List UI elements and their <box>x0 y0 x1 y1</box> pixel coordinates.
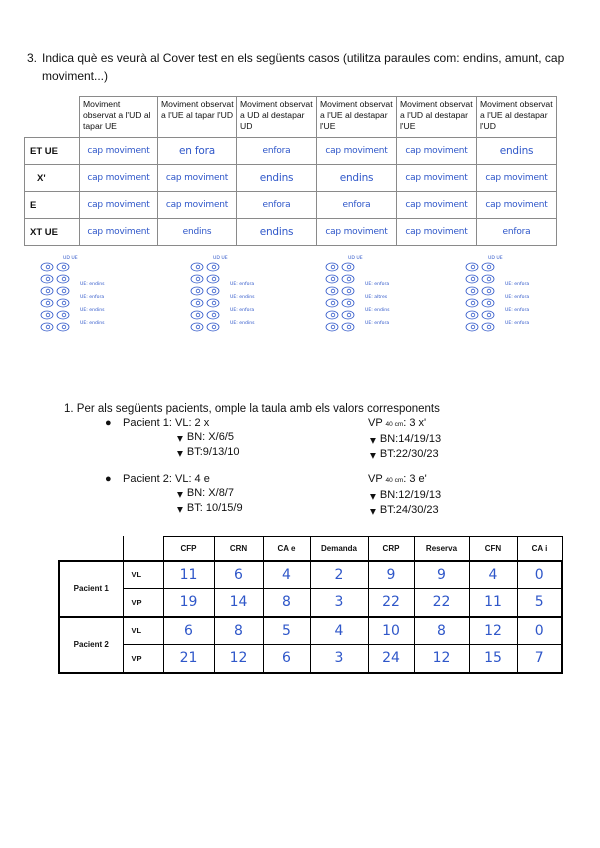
answer-cell: cap moviment <box>317 219 397 246</box>
sketch-label: UD UE <box>348 256 363 261</box>
corner-cell <box>25 97 80 138</box>
value-cell: 4 <box>310 617 368 645</box>
value-cell: 6 <box>214 561 263 589</box>
column-header: CA i <box>517 537 562 561</box>
eye-sketch-pupil <box>471 265 475 269</box>
answer-cell: cap moviment <box>80 138 158 165</box>
eye-sketch-pupil <box>487 313 491 317</box>
eye-sketch-outline <box>191 263 203 271</box>
values-header-row <box>59 537 562 561</box>
patient-2-near <box>368 472 441 518</box>
eye-sketch-outline <box>326 323 338 331</box>
row-label: VP <box>123 645 163 673</box>
sketch-note: UE: enfora <box>230 282 255 287</box>
column-header: Reserva <box>414 537 469 561</box>
answer-cell: endins <box>477 138 557 165</box>
sketch-note: UE: enfora <box>80 295 105 300</box>
eye-sketch-outline <box>482 323 494 331</box>
sketch-note: UE: enfora <box>230 308 255 313</box>
column-header: Moviment observat a l'UE al destapar l'UE <box>317 97 397 138</box>
sketch-note: UE: enfora <box>505 321 530 326</box>
question-number: 1. <box>64 403 74 415</box>
eye-sketch-outline <box>57 311 69 319</box>
eye-sketch-outline <box>466 275 478 283</box>
eye-sketch-outline <box>191 323 203 331</box>
answer-cell: endins <box>317 165 397 192</box>
eye-sketch-pupil <box>487 289 491 293</box>
blank-header <box>123 537 163 561</box>
table-row <box>59 617 562 645</box>
value-cell: 19 <box>163 589 214 617</box>
bn-value: BN:14/19/13 <box>379 433 442 445</box>
eye-sketch-outline <box>41 287 53 295</box>
bt-value: BT: 10/15/9 <box>186 502 243 514</box>
value-cell: 12 <box>214 645 263 673</box>
eye-sketch-pupil <box>196 265 200 269</box>
eye-sketch-outline <box>342 263 354 271</box>
sketch-note: UE: enfora <box>365 282 390 287</box>
eye-sketch-outline <box>342 323 354 331</box>
eye-sketch-outline <box>482 263 494 271</box>
column-header: Moviment observat a l'UD al destapar l'UE <box>397 97 477 138</box>
eye-sketch-pupil <box>62 289 66 293</box>
eye-sketch-outline <box>41 323 53 331</box>
eye-sketch-outline <box>57 275 69 283</box>
patient-1-near <box>368 416 441 462</box>
eye-sketch-outline <box>326 263 338 271</box>
eye-sketch-pupil <box>471 277 475 281</box>
answer-cell: cap moviment <box>80 165 158 192</box>
column-header: Moviment observat a UD al destapar UD <box>237 97 317 138</box>
column-header: CRN <box>214 537 263 561</box>
eye-sketch-pupil <box>62 325 66 329</box>
eye-sketch-pupil <box>196 325 200 329</box>
eye-sketch-outline <box>207 275 219 283</box>
eye-sketch-pupil <box>62 277 66 281</box>
bn-value: BN:12/19/13 <box>379 489 442 501</box>
column-header: Moviment observat a l'UD al tapar UE <box>80 97 158 138</box>
value-cell: 5 <box>263 617 310 645</box>
row-label: VL <box>123 561 163 589</box>
value-cell: 11 <box>163 561 214 589</box>
eye-sketch-pupil <box>487 325 491 329</box>
eye-sketch-outline <box>342 311 354 319</box>
value-cell: 8 <box>214 617 263 645</box>
eye-sketch-pupil <box>487 301 491 305</box>
bt-value: BT:22/30/23 <box>379 448 439 460</box>
value-cell: 0 <box>517 561 562 589</box>
eye-sketch-pupil <box>331 265 335 269</box>
answer-cell: enfora <box>237 138 317 165</box>
vp-value: : 3 e' <box>403 473 427 485</box>
eye-sketch-outline <box>191 311 203 319</box>
patient-name: Pacient 2: <box>123 473 172 485</box>
answer-cell: cap moviment <box>397 138 477 165</box>
eye-sketch-pupil <box>212 313 216 317</box>
eye-sketch-pupil <box>347 301 351 305</box>
question-1 <box>64 402 440 417</box>
eye-sketch-outline <box>326 275 338 283</box>
value-cell: 2 <box>310 561 368 589</box>
eye-sketch-pupil <box>347 277 351 281</box>
eye-sketch-pupil <box>347 289 351 293</box>
nabla-icon: ▲ <box>368 506 378 517</box>
value-cell: 3 <box>310 589 368 617</box>
vp-value: : 3 x' <box>403 417 427 429</box>
question-text: Indica què es veurà al Cover test en els següents casos (utilitza paraules com: endins, amunt, cap moviment...) <box>42 51 565 83</box>
sketch-note: UE: enfora <box>365 321 390 326</box>
value-cell: 9 <box>414 561 469 589</box>
vp-distance: 40 cm <box>385 477 404 484</box>
eye-sketch-pupil <box>331 289 335 293</box>
eye-sketch-pupil <box>471 301 475 305</box>
nabla-icon: ▲ <box>368 450 378 461</box>
cover-test-table <box>24 96 557 246</box>
patient-label: Pacient 2 <box>59 617 123 673</box>
eye-sketch-outline <box>41 275 53 283</box>
eye-sketch-outline <box>57 287 69 295</box>
table-row <box>59 645 562 673</box>
eye-sketch-pupil <box>196 277 200 281</box>
sketch-note: UE: endins <box>80 321 105 326</box>
value-cell: 4 <box>469 561 517 589</box>
answer-cell: cap moviment <box>477 192 557 219</box>
eye-sketch-outline <box>207 263 219 271</box>
row-label: E <box>25 192 80 219</box>
eye-sketch-outline <box>57 263 69 271</box>
eye-sketches <box>35 253 565 345</box>
eye-sketch-pupil <box>46 313 50 317</box>
answer-cell: endins <box>158 219 237 246</box>
eye-sketch-outline <box>482 287 494 295</box>
eye-sketch-pupil <box>471 325 475 329</box>
eye-sketch-pupil <box>62 265 66 269</box>
eye-sketch-pupil <box>212 265 216 269</box>
patient-2-distance <box>105 472 243 516</box>
eye-sketch-outline <box>466 299 478 307</box>
eye-sketch-outline <box>191 287 203 295</box>
vl-value: VL: 4 e <box>174 473 210 485</box>
blank-header <box>59 537 123 561</box>
answer-cell: cap moviment <box>397 219 477 246</box>
answer-cell: cap moviment <box>80 192 158 219</box>
column-header: CFP <box>163 537 214 561</box>
table-row <box>25 138 557 165</box>
nabla-icon: ▲ <box>175 504 185 515</box>
bt-value: BT:24/30/23 <box>379 504 439 516</box>
eye-sketch-pupil <box>46 265 50 269</box>
eye-sketch-pupil <box>46 301 50 305</box>
eye-sketch-pupil <box>46 277 50 281</box>
eye-sketch-outline <box>41 299 53 307</box>
answer-cell: en fora <box>158 138 237 165</box>
column-header: Moviment observat a l'UE al destapar l'UD <box>477 97 557 138</box>
value-cell: 11 <box>469 589 517 617</box>
vp-prefix: VP <box>368 473 383 485</box>
table-row <box>59 561 562 589</box>
row-label: XT UE <box>25 219 80 246</box>
eye-sketch-outline <box>482 275 494 283</box>
question-text: Per als següents pacients, omple la taula amb els valors corresponents <box>76 403 440 415</box>
eye-sketch-pupil <box>331 313 335 317</box>
bullet-icon: ● <box>105 417 112 429</box>
eye-sketch-pupil <box>331 325 335 329</box>
answer-cell: cap moviment <box>158 192 237 219</box>
answer-cell: cap moviment <box>397 165 477 192</box>
sketch-label: UD UE <box>488 256 503 261</box>
eye-sketch-outline <box>207 311 219 319</box>
column-header: Demanda <box>310 537 368 561</box>
row-label: ET UE <box>25 138 80 165</box>
eye-sketch-pupil <box>212 289 216 293</box>
eye-sketch-outline <box>57 323 69 331</box>
eye-sketch-pupil <box>46 325 50 329</box>
eye-sketch-pupil <box>212 325 216 329</box>
answer-cell: endins <box>237 219 317 246</box>
cover-table-header-row <box>25 97 557 138</box>
value-cell: 8 <box>414 617 469 645</box>
answer-cell: cap moviment <box>477 165 557 192</box>
eye-sketch-outline <box>191 299 203 307</box>
eye-sketch-outline <box>207 299 219 307</box>
eye-sketch-pupil <box>471 289 475 293</box>
eye-sketch-outline <box>207 287 219 295</box>
value-cell: 22 <box>414 589 469 617</box>
sketch-note: UE: enfora <box>505 282 530 287</box>
answer-cell: cap moviment <box>397 192 477 219</box>
nabla-icon: ▲ <box>175 448 185 459</box>
eye-sketch-outline <box>41 263 53 271</box>
value-cell: 12 <box>469 617 517 645</box>
eye-sketch-pupil <box>471 313 475 317</box>
value-cell: 7 <box>517 645 562 673</box>
table-row <box>25 165 557 192</box>
value-cell: 5 <box>517 589 562 617</box>
answer-cell: enfora <box>237 192 317 219</box>
eye-sketch-pupil <box>347 265 351 269</box>
vp-distance: 40 cm <box>385 421 404 428</box>
nabla-icon: ▲ <box>368 435 378 446</box>
sketch-label: UD UE <box>213 256 228 261</box>
column-header: CFN <box>469 537 517 561</box>
eye-sketch-outline <box>466 311 478 319</box>
value-cell: 6 <box>263 645 310 673</box>
eye-sketch-pupil <box>212 301 216 305</box>
values-table <box>58 536 563 674</box>
value-cell: 3 <box>310 645 368 673</box>
value-cell: 15 <box>469 645 517 673</box>
bn-value: BN: X/8/7 <box>186 487 234 499</box>
nabla-icon: ▲ <box>368 491 378 502</box>
value-cell: 4 <box>263 561 310 589</box>
table-row <box>59 589 562 617</box>
answer-cell: endins <box>237 165 317 192</box>
vl-value: VL: 2 x <box>174 417 210 429</box>
table-row <box>25 192 557 219</box>
value-cell: 24 <box>368 645 414 673</box>
sketch-note: UE: enfora <box>505 308 530 313</box>
answer-cell: cap moviment <box>317 138 397 165</box>
value-cell: 21 <box>163 645 214 673</box>
eye-sketch-outline <box>191 275 203 283</box>
eye-sketch-pupil <box>62 301 66 305</box>
value-cell: 12 <box>414 645 469 673</box>
answer-cell: cap moviment <box>158 165 237 192</box>
column-header: CA e <box>263 537 310 561</box>
value-cell: 10 <box>368 617 414 645</box>
eye-sketch-pupil <box>196 313 200 317</box>
question-3 <box>27 49 577 85</box>
answer-cell: enfora <box>477 219 557 246</box>
column-header: CRP <box>368 537 414 561</box>
answer-cell: enfora <box>317 192 397 219</box>
eye-sketch-outline <box>326 299 338 307</box>
value-cell: 9 <box>368 561 414 589</box>
eye-sketch-outline <box>207 323 219 331</box>
table-row <box>25 219 557 246</box>
eye-sketch-pupil <box>212 277 216 281</box>
eye-sketch-outline <box>482 299 494 307</box>
value-cell: 22 <box>368 589 414 617</box>
value-cell: 8 <box>263 589 310 617</box>
eye-sketch-outline <box>342 287 354 295</box>
vp-prefix: VP <box>368 417 383 429</box>
eye-sketch-outline <box>41 311 53 319</box>
value-cell: 0 <box>517 617 562 645</box>
row-label: VP <box>123 589 163 617</box>
nabla-icon: ▲ <box>175 489 185 500</box>
eye-sketch-outline <box>482 311 494 319</box>
answer-cell: cap moviment <box>80 219 158 246</box>
eye-sketch-pupil <box>331 277 335 281</box>
eye-sketch-outline <box>466 323 478 331</box>
bullet-icon: ● <box>105 473 112 485</box>
sketch-note: UE: altres <box>365 295 388 300</box>
eye-sketch-outline <box>326 287 338 295</box>
question-number: 3. <box>27 51 38 65</box>
sketch-note: UE: endins <box>365 308 390 313</box>
eye-sketch-pupil <box>62 313 66 317</box>
sketch-label: UD UE <box>63 256 78 261</box>
eye-sketch-pupil <box>487 265 491 269</box>
eye-sketch-outline <box>342 275 354 283</box>
eye-sketch-outline <box>466 287 478 295</box>
eye-sketch-pupil <box>196 289 200 293</box>
sketch-note: UE: endins <box>80 282 105 287</box>
patient-1-distance <box>105 416 240 460</box>
row-label: VL <box>123 617 163 645</box>
nabla-icon: ▲ <box>175 433 185 444</box>
eye-sketch-outline <box>326 311 338 319</box>
eye-sketch-pupil <box>347 325 351 329</box>
sketch-note: UE: enfora <box>505 295 530 300</box>
eye-sketch-pupil <box>487 277 491 281</box>
eye-sketch-outline <box>466 263 478 271</box>
eye-sketch-outline <box>57 299 69 307</box>
row-label: X' <box>25 165 80 192</box>
patient-label: Pacient 1 <box>59 561 123 617</box>
eye-sketch-outline <box>342 299 354 307</box>
patient-name: Pacient 1: <box>123 417 172 429</box>
eye-sketch-pupil <box>46 289 50 293</box>
value-cell: 14 <box>214 589 263 617</box>
eye-sketch-pupil <box>196 301 200 305</box>
sketch-note: UE: endins <box>230 295 255 300</box>
eye-sketch-pupil <box>347 313 351 317</box>
sketch-note: UE: endins <box>230 321 255 326</box>
sketch-note: UE: endins <box>80 308 105 313</box>
bt-value: BT:9/13/10 <box>186 446 240 458</box>
value-cell: 6 <box>163 617 214 645</box>
eye-sketch-pupil <box>331 301 335 305</box>
column-header: Moviment observat a l'UE al tapar l'UD <box>158 97 237 138</box>
bn-value: BN: X/6/5 <box>186 431 234 443</box>
